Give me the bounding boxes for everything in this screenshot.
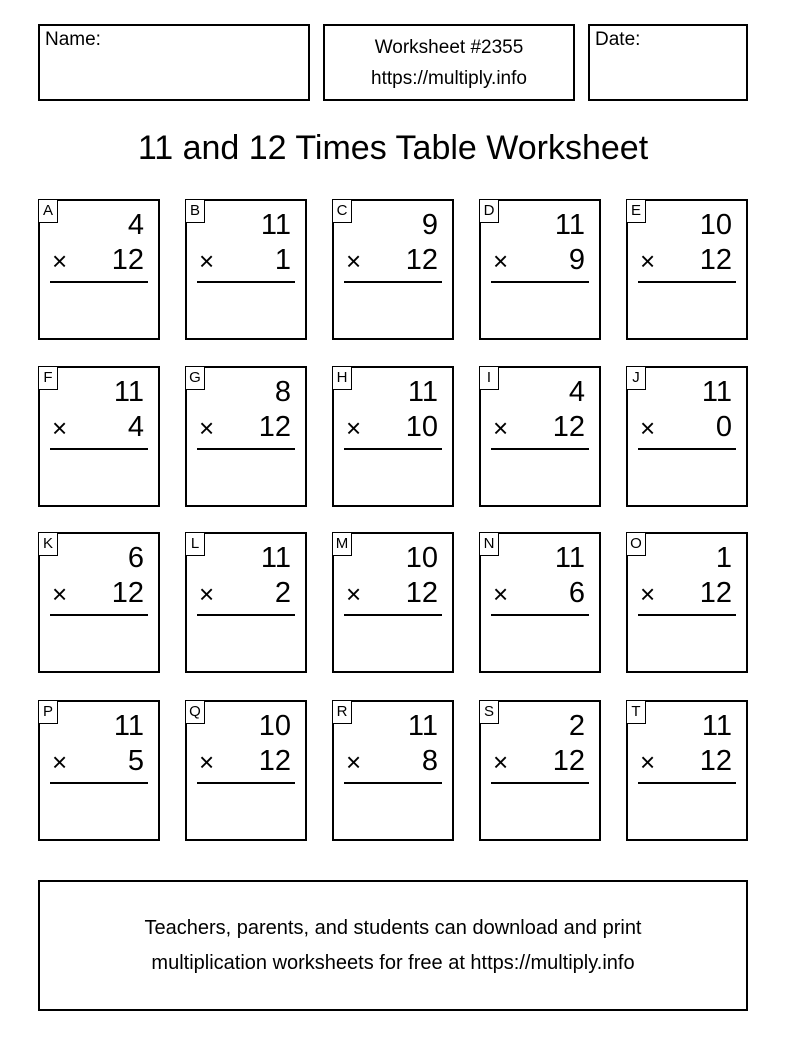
multiplicand: 8 — [274, 376, 291, 408]
multiplicand: 6 — [127, 542, 144, 574]
problem-letter: S — [479, 700, 499, 724]
answer-line — [491, 614, 589, 616]
problem-card[interactable] — [185, 199, 307, 340]
multiplier: 6 — [568, 577, 585, 609]
times-icon: × — [640, 246, 656, 276]
multiplicand: 11 — [113, 376, 144, 408]
date-label: Date: — [595, 29, 641, 50]
times-icon: × — [493, 747, 509, 777]
multiplier: 12 — [111, 577, 144, 609]
multiplier: 12 — [699, 577, 732, 609]
problem-card[interactable] — [479, 199, 601, 340]
multiplicand: 11 — [113, 710, 144, 742]
problem-letter: H — [332, 366, 352, 390]
problem-card[interactable] — [332, 366, 454, 507]
problem-card[interactable] — [185, 366, 307, 507]
multiplicand: 11 — [701, 710, 732, 742]
answer-line — [344, 614, 442, 616]
multiplier: 12 — [258, 411, 291, 443]
multiplier: 1 — [274, 244, 291, 276]
problem-letter: J — [626, 366, 646, 390]
problem-letter: L — [185, 532, 205, 556]
footer-note — [38, 880, 748, 1011]
problem-letter: N — [479, 532, 499, 556]
multiplicand: 11 — [260, 209, 291, 241]
multiplicand: 11 — [407, 710, 438, 742]
problem-letter: C — [332, 199, 352, 223]
multiplicand: 2 — [568, 710, 585, 742]
multiplicand: 11 — [554, 542, 585, 574]
problem-letter: E — [626, 199, 646, 223]
problem-card[interactable] — [38, 199, 160, 340]
times-icon: × — [52, 579, 68, 609]
problem-card[interactable] — [332, 199, 454, 340]
multiplicand: 11 — [554, 209, 585, 241]
problem-letter: R — [332, 700, 352, 724]
answer-line — [638, 614, 736, 616]
problem-card[interactable] — [38, 700, 160, 841]
multiplier: 2 — [274, 577, 291, 609]
problem-card[interactable] — [185, 700, 307, 841]
name-label: Name: — [45, 29, 101, 50]
multiplicand: 1 — [715, 542, 732, 574]
times-icon: × — [52, 747, 68, 777]
times-icon: × — [493, 579, 509, 609]
times-icon: × — [52, 413, 68, 443]
multiplier: 12 — [552, 745, 585, 777]
problem-card[interactable] — [332, 700, 454, 841]
multiplier: 9 — [568, 244, 585, 276]
answer-line — [50, 782, 148, 784]
multiplicand: 11 — [260, 542, 291, 574]
problem-letter: O — [626, 532, 646, 556]
multiplicand: 4 — [127, 209, 144, 241]
times-icon: × — [346, 747, 362, 777]
answer-line — [344, 448, 442, 450]
problem-letter: F — [38, 366, 58, 390]
problem-card[interactable] — [626, 366, 748, 507]
problem-letter: A — [38, 199, 58, 223]
problem-letter: D — [479, 199, 499, 223]
multiplier: 12 — [699, 745, 732, 777]
multiplier: 12 — [111, 244, 144, 276]
problem-letter: M — [332, 532, 352, 556]
problem-card[interactable] — [626, 700, 748, 841]
answer-line — [638, 448, 736, 450]
multiplicand: 11 — [701, 376, 732, 408]
problem-letter: K — [38, 532, 58, 556]
times-icon: × — [199, 579, 215, 609]
answer-line — [197, 782, 295, 784]
multiplier: 12 — [405, 577, 438, 609]
multiplicand: 4 — [568, 376, 585, 408]
times-icon: × — [346, 246, 362, 276]
multiplier: 8 — [421, 745, 438, 777]
answer-line — [197, 614, 295, 616]
problem-card[interactable] — [185, 532, 307, 673]
answer-line — [491, 782, 589, 784]
multiplicand: 9 — [421, 209, 438, 241]
multiplier: 10 — [405, 411, 438, 443]
times-icon: × — [199, 246, 215, 276]
problem-card[interactable] — [332, 532, 454, 673]
times-icon: × — [52, 246, 68, 276]
times-icon: × — [640, 579, 656, 609]
times-icon: × — [346, 413, 362, 443]
problem-card[interactable] — [626, 532, 748, 673]
footer-line-1: Teachers, parents, and students can download and print — [144, 916, 642, 939]
answer-line — [344, 782, 442, 784]
answer-line — [197, 281, 295, 283]
answer-line — [638, 281, 736, 283]
answer-line — [50, 281, 148, 283]
times-icon: × — [346, 579, 362, 609]
answer-line — [50, 614, 148, 616]
multiplier: 12 — [699, 244, 732, 276]
worksheet-number: Worksheet #2355 — [374, 36, 524, 58]
problem-letter: I — [479, 366, 499, 390]
multiplier: 4 — [127, 411, 144, 443]
answer-line — [344, 281, 442, 283]
multiplier: 12 — [258, 745, 291, 777]
answer-line — [491, 448, 589, 450]
problem-letter: P — [38, 700, 58, 724]
footer-line-2: multiplication worksheets for free at https://multiply.info — [151, 951, 635, 974]
multiplier: 12 — [405, 244, 438, 276]
page-title: 11 and 12 Times Table Worksheet — [137, 129, 649, 167]
multiplicand: 10 — [699, 209, 732, 241]
website-link[interactable]: https://multiply.info — [371, 67, 527, 89]
answer-line — [197, 448, 295, 450]
problem-card[interactable] — [626, 199, 748, 340]
problem-letter: Q — [185, 700, 205, 724]
times-icon: × — [199, 413, 215, 443]
multiplicand: 11 — [407, 376, 438, 408]
times-icon: × — [199, 747, 215, 777]
times-icon: × — [640, 747, 656, 777]
times-icon: × — [493, 413, 509, 443]
multiplicand: 10 — [405, 542, 438, 574]
problem-card[interactable] — [479, 532, 601, 673]
answer-line — [491, 281, 589, 283]
problem-letter: T — [626, 700, 646, 724]
problem-card[interactable] — [479, 366, 601, 507]
answer-line — [638, 782, 736, 784]
problem-letter: G — [185, 366, 205, 390]
problem-card[interactable] — [38, 532, 160, 673]
multiplier: 12 — [552, 411, 585, 443]
problem-card[interactable] — [479, 700, 601, 841]
times-icon: × — [640, 413, 656, 443]
multiplicand: 10 — [258, 710, 291, 742]
answer-line — [50, 448, 148, 450]
times-icon: × — [493, 246, 509, 276]
problem-letter: B — [185, 199, 205, 223]
multiplier: 5 — [127, 745, 144, 777]
problem-card[interactable] — [38, 366, 160, 507]
multiplier: 0 — [715, 411, 732, 443]
